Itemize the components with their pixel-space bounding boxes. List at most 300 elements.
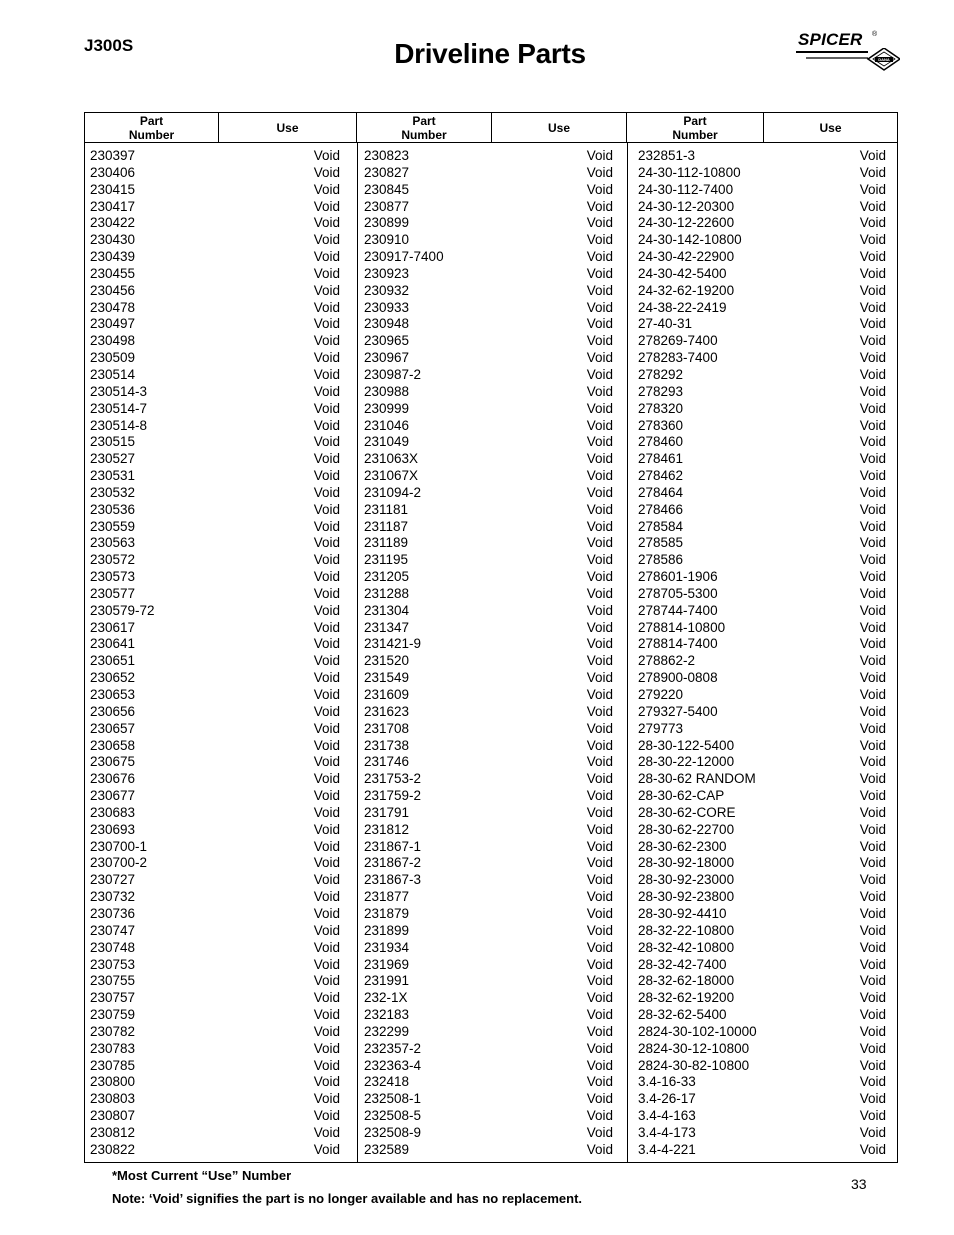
table-row	[638, 805, 886, 822]
part-number: 231195	[364, 552, 409, 568]
part-number: 230675	[90, 754, 136, 770]
part-use: Void	[859, 872, 886, 888]
table-row	[90, 249, 340, 266]
table-row	[638, 636, 886, 653]
part-number: 230785	[90, 1057, 136, 1073]
table-row	[638, 990, 886, 1007]
table-row	[638, 822, 886, 839]
table-row	[90, 316, 340, 333]
part-number: 230514-7	[90, 400, 148, 416]
part-number: 231205	[364, 569, 410, 585]
part-use: Void	[313, 1007, 340, 1023]
part-use: Void	[586, 1023, 613, 1039]
part-number: 230641	[90, 636, 136, 652]
part-use: Void	[586, 468, 613, 484]
part-use: Void	[859, 771, 886, 787]
part-number: 28-30-62-2300	[638, 838, 727, 854]
part-use: Void	[313, 990, 340, 1006]
part-number: 278601-1906	[638, 569, 718, 585]
part-use: Void	[586, 215, 613, 231]
table-row	[90, 485, 340, 502]
part-use: Void	[586, 703, 613, 719]
part-number: 230579-72	[90, 602, 155, 618]
part-use: Void	[313, 1023, 340, 1039]
part-use: Void	[859, 1074, 886, 1090]
table-row	[364, 754, 613, 771]
part-number: 278460	[638, 434, 684, 450]
table-row	[90, 872, 340, 889]
table-row	[364, 771, 613, 788]
part-number: 232508-5	[364, 1108, 422, 1124]
part-number: 230759	[90, 1007, 136, 1023]
table-row	[364, 855, 613, 872]
part-use: Void	[859, 670, 886, 686]
part-number: 232589	[364, 1141, 410, 1157]
part-number: 231421-9	[364, 636, 422, 652]
table-row	[638, 199, 886, 216]
part-use: Void	[859, 333, 886, 349]
part-use: Void	[586, 922, 613, 938]
part-number: 278283-7400	[638, 350, 718, 366]
part-use: Void	[859, 973, 886, 989]
table-row	[364, 906, 613, 923]
part-number: 230812	[90, 1124, 136, 1140]
table-row	[364, 889, 613, 906]
table-row	[90, 182, 340, 199]
part-number: 28-32-62-19200	[638, 990, 735, 1006]
part-number: 230397	[90, 148, 136, 163]
part-number: 278585	[638, 535, 684, 551]
part-use: Void	[859, 400, 886, 416]
table-row	[90, 754, 340, 771]
part-use: Void	[313, 535, 340, 551]
part-use: Void	[859, 569, 886, 585]
part-use: Void	[313, 872, 340, 888]
part-use: Void	[313, 552, 340, 568]
part-use: Void	[313, 720, 340, 736]
part-use: Void	[313, 350, 340, 366]
table-row	[364, 468, 613, 485]
part-use: Void	[859, 939, 886, 955]
part-number: 2824-30-102-10000	[638, 1023, 757, 1039]
part-use: Void	[313, 198, 340, 214]
part-use: Void	[586, 383, 613, 399]
table-row	[364, 973, 613, 990]
table-row	[638, 603, 886, 620]
part-number: 230572	[90, 552, 136, 568]
table-row	[364, 1024, 613, 1041]
part-number: 231623	[364, 703, 410, 719]
part-number: 278814-10800	[638, 619, 726, 635]
part-number: 231759-2	[364, 788, 422, 804]
table-row	[90, 535, 340, 552]
part-use: Void	[859, 687, 886, 702]
part-number: 24-32-62-19200	[638, 282, 735, 298]
part-use: Void	[313, 653, 340, 669]
table-row	[90, 620, 340, 637]
logo-wordmark: SPICER	[798, 30, 863, 49]
part-number: 230509	[90, 350, 136, 366]
table-row	[90, 333, 340, 350]
part-number: 231867-1	[364, 838, 422, 854]
table-row	[90, 738, 340, 755]
part-number: 28-32-42-7400	[638, 956, 727, 972]
part-use: Void	[859, 889, 886, 905]
table-row	[364, 586, 613, 603]
part-number: 230757	[90, 990, 136, 1006]
part-number: 231063X	[364, 451, 419, 467]
part-number: 231879	[364, 905, 410, 921]
part-number: 230932	[364, 282, 410, 298]
part-number: 231347	[364, 619, 410, 635]
table-row	[90, 215, 340, 232]
table-row	[90, 721, 340, 738]
part-use: Void	[313, 1040, 340, 1056]
table-row	[364, 215, 613, 232]
part-use: Void	[859, 316, 886, 332]
table-row	[638, 1142, 886, 1159]
part-use: Void	[586, 602, 613, 618]
part-number: 231969	[364, 956, 410, 972]
part-use: Void	[859, 990, 886, 1006]
part-number: 231067X	[364, 468, 419, 484]
table-row	[638, 1108, 886, 1125]
part-number: 230497	[90, 316, 136, 332]
table-row	[364, 199, 613, 216]
part-number: 230514-8	[90, 417, 148, 433]
part-use: Void	[313, 737, 340, 753]
part-number: 231288	[364, 585, 410, 601]
part-use: Void	[586, 400, 613, 416]
part-use: Void	[859, 299, 886, 315]
table-row	[364, 569, 613, 586]
table-row	[90, 502, 340, 519]
table-row	[90, 1142, 340, 1159]
part-number: 279220	[638, 687, 684, 702]
part-use: Void	[313, 687, 340, 702]
part-use: Void	[586, 838, 613, 854]
part-use: Void	[586, 821, 613, 837]
table-row	[638, 468, 886, 485]
part-number: 278466	[638, 501, 684, 517]
part-number: 28-30-92-4410	[638, 905, 727, 921]
part-use: Void	[313, 585, 340, 601]
part-use: Void	[586, 198, 613, 214]
table-row	[638, 653, 886, 670]
part-use: Void	[859, 1040, 886, 1056]
table-row	[638, 670, 886, 687]
part-use: Void	[859, 417, 886, 433]
part-use: Void	[859, 198, 886, 214]
table-row	[90, 1108, 340, 1125]
part-use: Void	[313, 771, 340, 787]
table-row	[90, 653, 340, 670]
part-use: Void	[586, 1057, 613, 1073]
part-use: Void	[313, 333, 340, 349]
part-number: 232-1X	[364, 990, 408, 1006]
part-number: 230430	[90, 232, 136, 248]
part-use: Void	[313, 838, 340, 854]
part-use: Void	[313, 501, 340, 517]
part-number: 230676	[90, 771, 136, 787]
part-use: Void	[586, 451, 613, 467]
part-number: 231094-2	[364, 484, 422, 500]
part-use: Void	[859, 1007, 886, 1023]
part-use: Void	[313, 1057, 340, 1073]
table-row	[638, 535, 886, 552]
table-row	[364, 148, 613, 165]
table-row	[638, 1024, 886, 1041]
part-use: Void	[313, 383, 340, 399]
part-use: Void	[859, 905, 886, 921]
part-number: 230899	[364, 215, 410, 231]
part-use: Void	[586, 249, 613, 265]
part-use: Void	[859, 703, 886, 719]
table-row	[364, 535, 613, 552]
part-use: Void	[859, 1108, 886, 1124]
part-use: Void	[313, 754, 340, 770]
part-use: Void	[859, 838, 886, 854]
part-number: 24-30-42-22900	[638, 249, 735, 265]
part-use: Void	[313, 366, 340, 382]
table-row	[364, 1041, 613, 1058]
part-use: Void	[586, 788, 613, 804]
table-row	[364, 300, 613, 317]
page-number: 33	[851, 1176, 867, 1192]
part-use: Void	[586, 636, 613, 652]
table-row	[364, 1007, 613, 1024]
part-number: 230693	[90, 821, 136, 837]
part-use: Void	[586, 232, 613, 248]
footnote-void: Note: ‘Void’ signifies the part is no longer available and has no replacement.	[112, 1191, 583, 1206]
part-use: Void	[313, 1108, 340, 1124]
part-number: 230782	[90, 1023, 136, 1039]
part-use: Void	[586, 855, 613, 871]
part-number: 24-30-112-7400	[638, 181, 734, 197]
table-row	[364, 434, 613, 451]
part-number: 28-30-62-CAP	[638, 788, 725, 804]
part-number: 230527	[90, 451, 136, 467]
part-number: 231708	[364, 720, 410, 736]
part-number: 278586	[638, 552, 684, 568]
table-row	[638, 266, 886, 283]
table-row	[638, 451, 886, 468]
part-use: Void	[586, 889, 613, 905]
part-number: 279773	[638, 720, 684, 736]
table-row	[90, 704, 340, 721]
part-use: Void	[859, 1023, 886, 1039]
part-number: 24-38-22-2419	[638, 299, 727, 315]
part-use: Void	[859, 518, 886, 534]
logo-sub-label: DANA	[878, 57, 890, 62]
part-number: 230532	[90, 484, 136, 500]
part-use: Void	[313, 602, 340, 618]
table-row	[638, 215, 886, 232]
part-number: 28-30-62 RANDOM	[638, 771, 756, 787]
part-use: Void	[313, 1141, 340, 1157]
part-use: Void	[586, 670, 613, 686]
part-use: Void	[313, 434, 340, 450]
part-number: 232183	[364, 1007, 410, 1023]
part-number: 28-30-62-CORE	[638, 804, 736, 820]
parts-column-2	[364, 148, 613, 1159]
table-row	[638, 502, 886, 519]
part-number: 231746	[364, 754, 410, 770]
part-use: Void	[586, 148, 613, 163]
part-use: Void	[313, 232, 340, 248]
table-row	[90, 468, 340, 485]
part-number: 230753	[90, 956, 136, 972]
part-number: 230748	[90, 939, 136, 955]
part-number: 231046	[364, 417, 410, 433]
part-number: 230822	[90, 1141, 136, 1157]
part-number: 230651	[90, 653, 136, 669]
table-row	[638, 165, 886, 182]
part-number: 278320	[638, 400, 684, 416]
part-use: Void	[859, 821, 886, 837]
table-row	[638, 973, 886, 990]
part-number: 3.4-4-221	[638, 1141, 696, 1157]
part-use: Void	[313, 821, 340, 837]
table-row	[90, 940, 340, 957]
part-use: Void	[313, 636, 340, 652]
table-row	[364, 1108, 613, 1125]
part-use: Void	[586, 1108, 613, 1124]
table-row	[364, 182, 613, 199]
table-row	[90, 569, 340, 586]
part-use: Void	[859, 737, 886, 753]
part-use: Void	[313, 265, 340, 281]
header-part-number-3: Part Number	[627, 113, 764, 143]
table-row	[638, 148, 886, 165]
part-number: 278705-5300	[638, 585, 718, 601]
part-use: Void	[313, 905, 340, 921]
table-row	[364, 687, 613, 704]
part-number: 230877	[364, 198, 410, 214]
part-number: 230415	[90, 181, 136, 197]
table-row	[90, 552, 340, 569]
part-number: 24-30-42-5400	[638, 265, 727, 281]
part-use: Void	[586, 518, 613, 534]
table-row	[90, 670, 340, 687]
part-use: Void	[859, 501, 886, 517]
table-row	[90, 1125, 340, 1142]
table-row	[90, 839, 340, 856]
part-use: Void	[313, 973, 340, 989]
part-number: 230736	[90, 905, 136, 921]
table-row	[638, 485, 886, 502]
part-use: Void	[859, 164, 886, 180]
part-use: Void	[586, 484, 613, 500]
part-number: 230577	[90, 585, 136, 601]
part-number: 231877	[364, 889, 410, 905]
part-number: 231899	[364, 922, 410, 938]
part-number: 230652	[90, 670, 136, 686]
table-row	[90, 636, 340, 653]
part-number: 230700-1	[90, 838, 148, 854]
part-number: 230422	[90, 215, 136, 231]
table-row	[364, 670, 613, 687]
part-use: Void	[586, 939, 613, 955]
table-row	[638, 367, 886, 384]
table-row	[638, 1125, 886, 1142]
part-number: 230531	[90, 468, 136, 484]
table-row	[638, 1041, 886, 1058]
part-number: 230845	[364, 181, 410, 197]
part-number: 230514	[90, 366, 136, 382]
part-use: Void	[859, 804, 886, 820]
table-row	[638, 418, 886, 435]
part-number: 231867-3	[364, 872, 422, 888]
table-row	[638, 182, 886, 199]
table-row	[638, 519, 886, 536]
part-use: Void	[859, 232, 886, 248]
part-use: Void	[859, 468, 886, 484]
part-use: Void	[586, 653, 613, 669]
part-number: 230827	[364, 164, 410, 180]
part-use: Void	[586, 366, 613, 382]
table-row	[90, 1041, 340, 1058]
part-number: 230573	[90, 569, 136, 585]
part-use: Void	[313, 804, 340, 820]
part-use: Void	[586, 720, 613, 736]
part-number: 230783	[90, 1040, 136, 1056]
table-row	[90, 300, 340, 317]
table-row	[364, 316, 613, 333]
part-number: 278292	[638, 366, 684, 382]
part-use: Void	[313, 400, 340, 416]
table-row	[638, 384, 886, 401]
part-number: 230653	[90, 687, 136, 702]
part-number: 232508-1	[364, 1091, 422, 1107]
part-use: Void	[313, 670, 340, 686]
part-number: 278900-0808	[638, 670, 718, 686]
part-number: 231549	[364, 670, 410, 686]
part-number: 230917-7400	[364, 249, 444, 265]
part-use: Void	[313, 215, 340, 231]
part-number: 231934	[364, 939, 410, 955]
table-row	[90, 232, 340, 249]
table-row	[638, 687, 886, 704]
dana-emblem-icon	[796, 48, 900, 76]
table-row	[364, 519, 613, 536]
part-use: Void	[313, 518, 340, 534]
part-number: 230987-2	[364, 366, 422, 382]
part-use: Void	[859, 535, 886, 551]
table-row	[638, 620, 886, 637]
part-number: 24-30-142-10800	[638, 232, 742, 248]
part-use: Void	[859, 265, 886, 281]
part-number: 2824-30-82-10800	[638, 1057, 750, 1073]
table-row	[364, 1125, 613, 1142]
part-use: Void	[313, 282, 340, 298]
part-use: Void	[586, 282, 613, 298]
table-row	[364, 1091, 613, 1108]
table-row	[638, 771, 886, 788]
part-use: Void	[313, 703, 340, 719]
table-row	[638, 704, 886, 721]
table-row	[638, 350, 886, 367]
part-use: Void	[586, 687, 613, 702]
table-row	[90, 1024, 340, 1041]
part-use: Void	[586, 265, 613, 281]
table-row	[364, 636, 613, 653]
table-row	[364, 872, 613, 889]
part-number: 231181	[364, 501, 409, 517]
table-row	[90, 788, 340, 805]
parts-table	[84, 112, 898, 1163]
table-row	[364, 266, 613, 283]
